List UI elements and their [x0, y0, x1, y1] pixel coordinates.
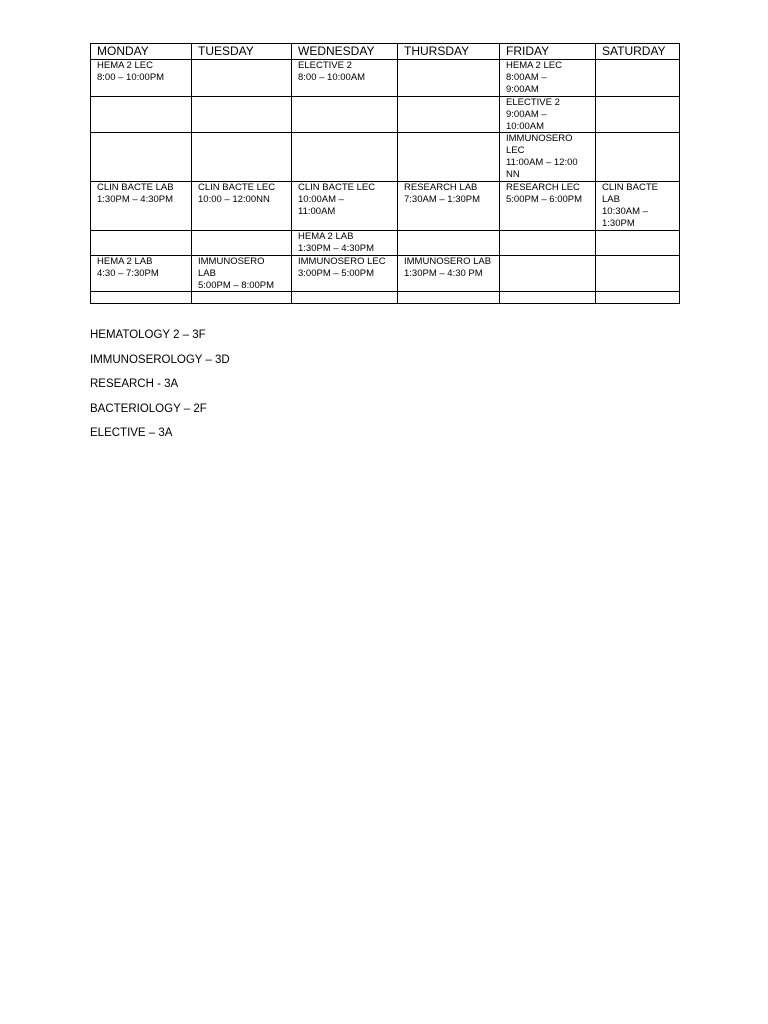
cell-text: NN [506, 168, 520, 180]
cell-text: CLIN BACTE LAB [97, 182, 174, 194]
schedule-cell-wednesday [292, 97, 398, 133]
cell-text: HEMA 2 LAB [298, 231, 354, 243]
schedule-cell-friday [500, 255, 596, 291]
schedule-cell-tuesday [192, 182, 292, 231]
cell-text: CLIN BACTE [602, 182, 658, 194]
schedule-cell-friday [500, 60, 596, 97]
legend-item: IMMUNOSEROLOGY – 3D [90, 353, 230, 366]
cell-text: 9:00AM – [506, 108, 547, 120]
schedule-cell-saturday [596, 133, 680, 182]
cell-text: 4:30 – 7:30PM [97, 267, 159, 279]
cell-text: 8:00AM – [506, 71, 547, 83]
cell-text: HEMA 2 LAB [97, 255, 153, 267]
table-row [91, 182, 680, 231]
cell-text: 1:30PM – 4:30 PM [404, 267, 483, 279]
schedule-cell-tuesday [192, 133, 292, 182]
cell-text: 7:30AM – 1:30PM [404, 194, 481, 206]
legend-item: HEMATOLOGY 2 – 3F [90, 329, 206, 341]
cell-text: 5:00PM – 6:00PM [506, 194, 583, 206]
schedule-cell-monday [91, 292, 192, 304]
schedule-header [91, 44, 680, 60]
schedule-cell-tuesday [192, 231, 292, 256]
schedule-cell-wednesday [292, 133, 398, 182]
schedule-cell-friday [500, 97, 596, 133]
schedule-cell-friday [500, 182, 596, 231]
cell-text: IMMUNOSERO [506, 133, 573, 145]
schedule-cell-tuesday [192, 60, 292, 97]
cell-text: 1:30PM – 4:30PM [298, 243, 375, 255]
header-saturday: SATURDAY [596, 44, 680, 60]
header-wednesday: WEDNESDAY [292, 44, 398, 60]
schedule-body [91, 60, 680, 304]
table-row [91, 60, 680, 97]
room-legend [90, 328, 230, 451]
schedule-cell-friday [500, 231, 596, 256]
cell-text: 8:00 – 10:00AM [298, 71, 366, 83]
cell-text: LAB [198, 267, 216, 279]
schedule-cell-saturday [596, 182, 680, 231]
cell-text: 10:00AM [506, 120, 545, 132]
cell-text: HEMA 2 LEC [97, 60, 153, 71]
schedule-cell-wednesday [292, 255, 398, 291]
schedule-cell-wednesday [292, 182, 398, 231]
cell-text: IMMUNOSERO [198, 255, 265, 267]
cell-text: RESEARCH LEC [506, 182, 580, 194]
schedule-cell-monday [91, 231, 192, 256]
schedule-cell-saturday [596, 255, 680, 291]
legend-item: ELECTIVE – 3A [90, 427, 173, 439]
cell-text: RESEARCH LAB [404, 182, 478, 194]
schedule-cell-monday [91, 255, 192, 291]
cell-text: 8:00 – 10:00PM [97, 71, 165, 83]
schedule-cell-saturday [596, 292, 680, 304]
schedule-cell-thursday [398, 231, 500, 256]
cell-text: CLIN BACTE LEC [198, 182, 276, 194]
cell-text: LEC [506, 145, 525, 157]
schedule-cell-thursday [398, 60, 500, 97]
schedule-cell-saturday [596, 97, 680, 133]
cell-text: 10:00 – 12:00NN [198, 194, 270, 206]
schedule-cell-friday [500, 292, 596, 304]
table-row [91, 97, 680, 133]
cell-text: 1:30PM [602, 217, 635, 229]
schedule-cell-thursday [398, 182, 500, 231]
schedule-cell-tuesday [192, 255, 292, 291]
header-friday: FRIDAY [500, 44, 596, 60]
header-monday: MONDAY [91, 44, 192, 60]
schedule-cell-saturday [596, 231, 680, 256]
cell-text: 11:00AM – 12:00 [506, 156, 578, 168]
legend-item: RESEARCH - 3A [90, 378, 179, 390]
cell-text: 10:00AM – [298, 194, 344, 206]
legend-item: BACTERIOLOGY – 2F [90, 402, 207, 415]
cell-text: ELECTIVE 2 [298, 60, 352, 71]
schedule-cell-tuesday [192, 97, 292, 133]
schedule-table [90, 43, 680, 304]
cell-text: 5:00PM – 8:00PM [198, 279, 275, 291]
table-row [91, 231, 680, 256]
schedule-cell-monday [91, 97, 192, 133]
schedule-cell-monday [91, 60, 192, 97]
schedule-cell-tuesday [192, 292, 292, 304]
cell-text: 10:30AM – [602, 205, 648, 217]
cell-text: 11:00AM [298, 205, 336, 217]
schedule-cell-thursday [398, 133, 500, 182]
schedule-cell-wednesday [292, 292, 398, 304]
cell-text: HEMA 2 LEC [506, 60, 562, 71]
table-row [91, 292, 680, 304]
cell-text: ELECTIVE 2 [506, 97, 560, 108]
schedule-cell-saturday [596, 60, 680, 97]
schedule-cell-wednesday [292, 60, 398, 97]
cell-text: IMMUNOSERO LAB [404, 255, 492, 267]
cell-text: LAB [602, 194, 620, 206]
cell-text: IMMUNOSERO LEC [298, 255, 386, 267]
cell-text: 1:30PM – 4:30PM [97, 194, 174, 206]
cell-text: 3:00PM – 5:00PM [298, 267, 375, 279]
cell-text: 9:00AM [506, 83, 539, 95]
header-thursday: THURSDAY [398, 44, 500, 60]
schedule-cell-wednesday [292, 231, 398, 256]
table-row [91, 255, 680, 291]
cell-text: CLIN BACTE LEC [298, 182, 376, 194]
schedule-cell-thursday [398, 97, 500, 133]
schedule-cell-friday [500, 133, 596, 182]
header-row [91, 44, 680, 60]
header-tuesday: TUESDAY [192, 44, 292, 60]
schedule-cell-monday [91, 133, 192, 182]
schedule-cell-thursday [398, 292, 500, 304]
schedule-cell-thursday [398, 255, 500, 291]
schedule-cell-monday [91, 182, 192, 231]
table-row [91, 133, 680, 182]
